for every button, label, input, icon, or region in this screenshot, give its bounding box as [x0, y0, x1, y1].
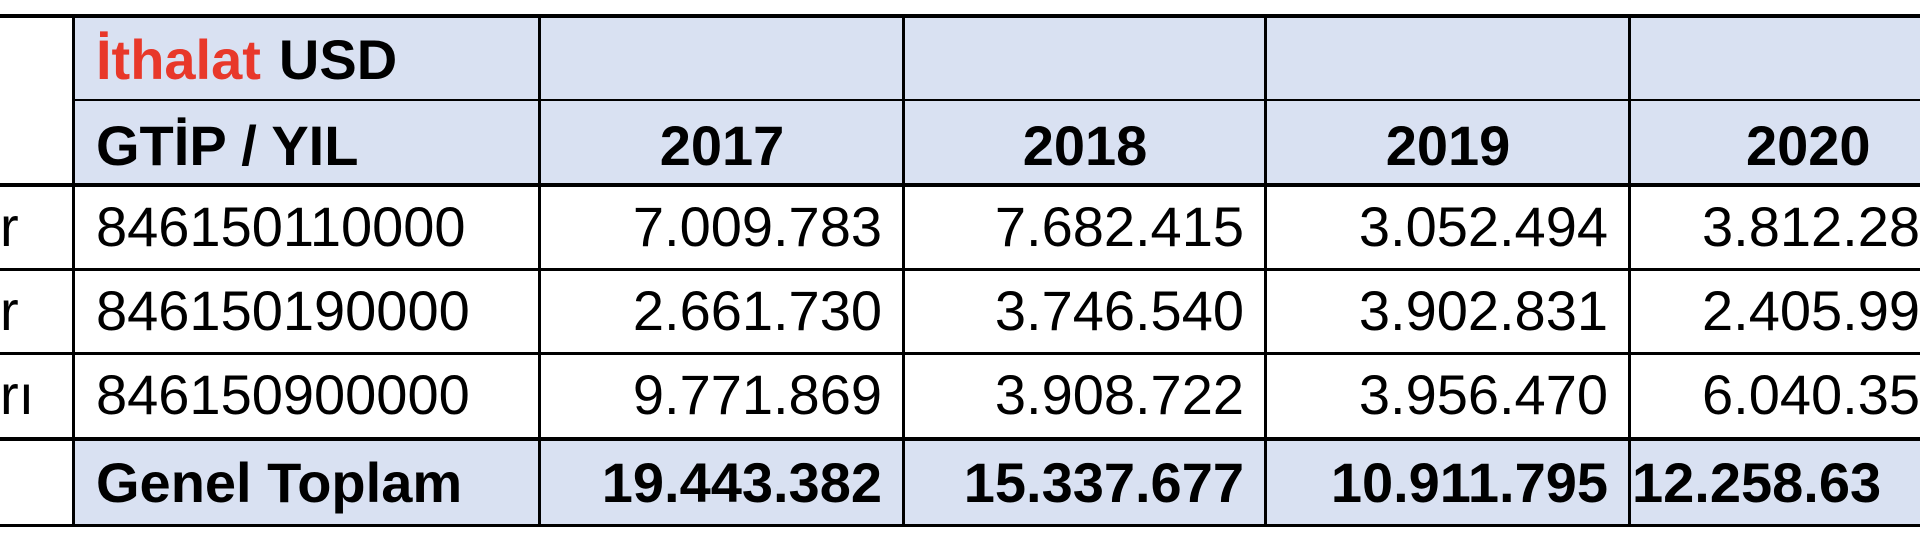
header-blank-2017 — [540, 16, 904, 100]
column-divider — [72, 16, 75, 526]
value-cell: 9.771.869 — [632, 363, 882, 426]
value-cell: 3.908.722 — [994, 363, 1244, 426]
value-cell: 6.040.35 — [1702, 363, 1920, 426]
currency-label: USD — [278, 28, 398, 91]
gtip-code: 846150110000 — [96, 195, 466, 258]
table-border-bottom — [0, 524, 1920, 527]
import-word: İthalat — [96, 28, 261, 91]
year-header-2018: 2018 — [904, 100, 1266, 184]
value-cell: 7.009.783 — [632, 195, 882, 258]
column-divider — [1628, 16, 1631, 526]
row-label-fragment: rı — [0, 363, 35, 426]
header-blank-2018 — [904, 16, 1266, 100]
table-title — [74, 16, 540, 100]
year-header-2020: 2020 — [1630, 100, 1920, 184]
gtip-code: 846150900000 — [96, 363, 470, 426]
total-value-cell: 15.337.677 — [904, 440, 1266, 526]
row-divider — [0, 183, 1920, 187]
column-divider — [1264, 16, 1267, 526]
value-cell: 3.052.494 — [1358, 195, 1608, 258]
value-cell: 2.661.730 — [632, 279, 882, 342]
year-header-2019: 2019 — [1266, 100, 1630, 184]
header-blank-2019 — [1266, 16, 1630, 100]
row-label-fragment: r — [0, 195, 19, 258]
total-value-cell: 10.911.795 — [1266, 440, 1630, 526]
total-label: Genel Toplam — [74, 440, 540, 526]
table-border-top — [0, 14, 1920, 18]
row-divider — [0, 352, 1920, 355]
column-divider — [538, 16, 541, 526]
total-value-cell: 19.443.382 — [540, 440, 904, 526]
value-cell: 2.405.99 — [1702, 279, 1920, 342]
gtip-year-header: GTİP / YIL — [74, 100, 540, 184]
value-cell: 3.956.470 — [1358, 363, 1608, 426]
total-corner-cell — [0, 440, 74, 526]
value-cell: 3.902.831 — [1358, 279, 1608, 342]
header-blank-2020 — [1630, 16, 1920, 100]
row-divider — [0, 268, 1920, 271]
total-value-cell: 12.258.63 — [1630, 440, 1920, 526]
column-divider — [902, 16, 905, 526]
row-divider — [74, 99, 1920, 101]
corner-cell-2 — [0, 100, 74, 184]
row-label-fragment: r — [0, 279, 19, 342]
row-divider — [0, 437, 1920, 441]
corner-cell — [0, 16, 74, 100]
value-cell: 3.812.28 — [1702, 195, 1920, 258]
value-cell: 7.682.415 — [994, 195, 1244, 258]
value-cell: 3.746.540 — [994, 279, 1244, 342]
year-header-2017: 2017 — [540, 100, 904, 184]
gtip-code: 846150190000 — [96, 279, 470, 342]
